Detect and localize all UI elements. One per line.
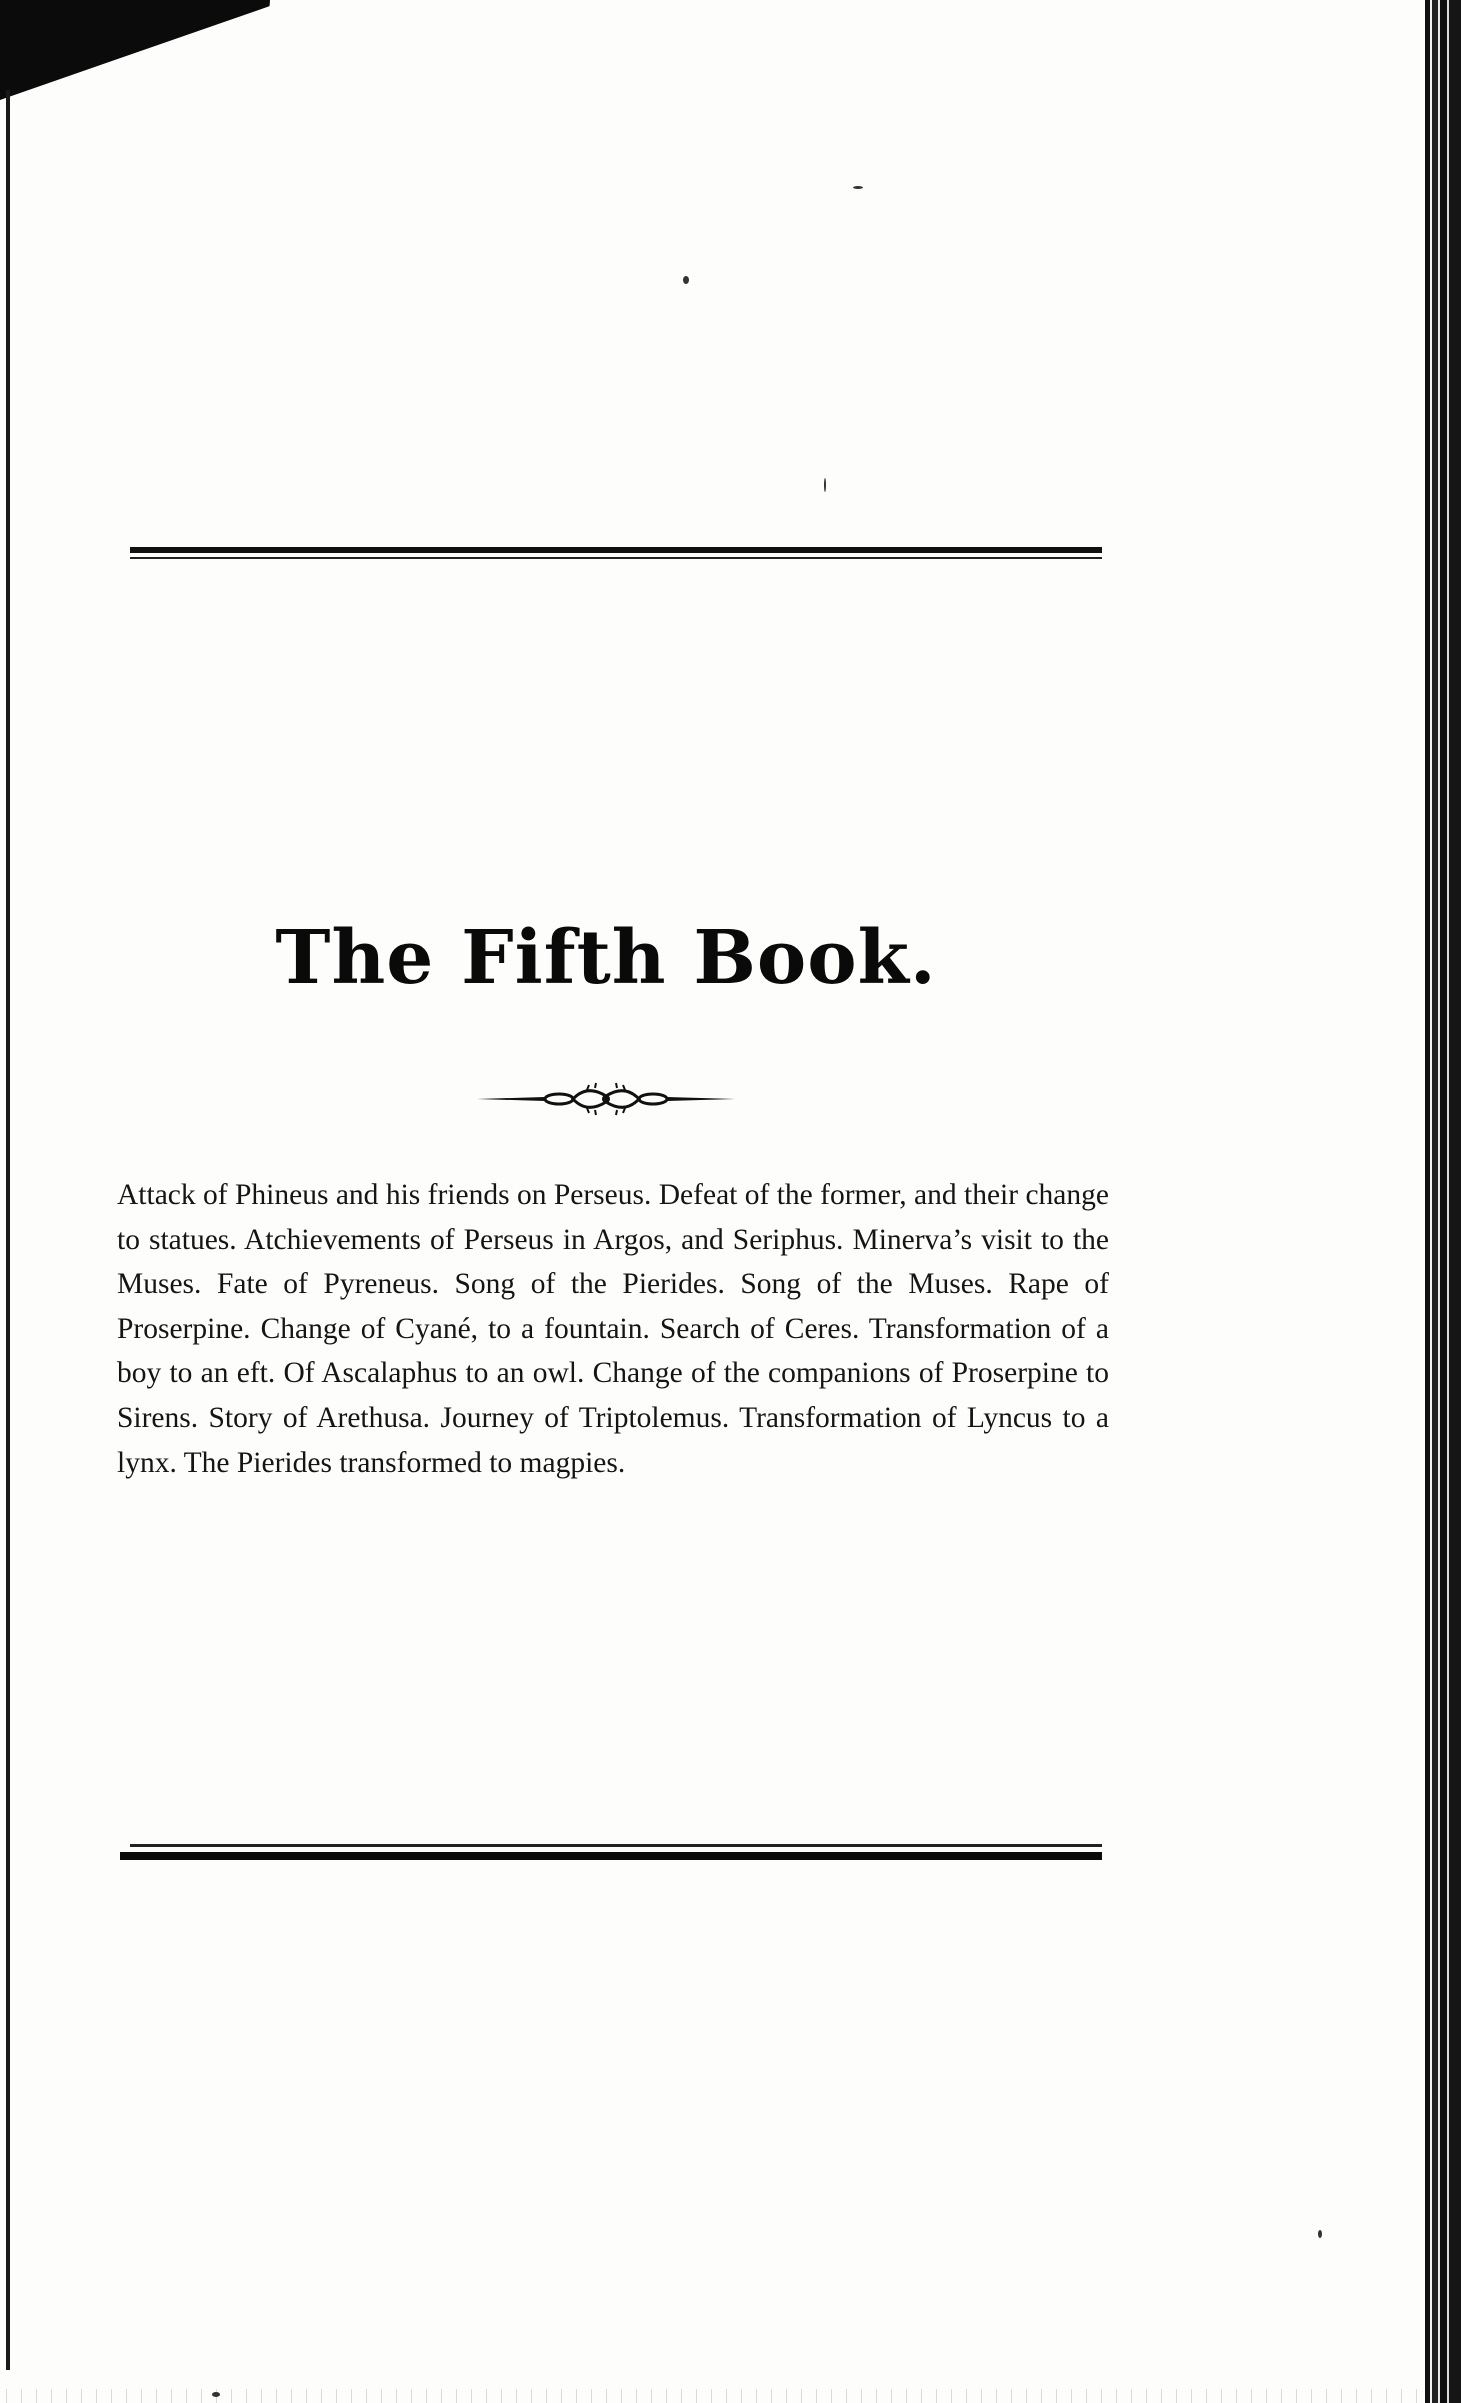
scan-speck	[1318, 2230, 1322, 2238]
scan-speck	[853, 186, 863, 189]
book-title: The Fifth Book.	[275, 915, 937, 1001]
scan-speck	[824, 478, 826, 492]
book-summary: Attack of Phineus and his friends on Perseus. Defeat of the former, and their change to statues. Atchievements of Perseus in Argos, and Seriphus. Minerva’s visit to the Muses. Fate of Pyreneus. Song of the Pierides. Song of the Muses. Rape of Proserpine. Change of Cyané, to a fountain. Search of Ceres. Transformation of a boy to an eft. Of Ascalaphus to an owl. Change of the companions of Proserpine to Sirens. Story of Arethusa. Journey of Triptolemus. Transformation of Lyncus to a lynx. The Pierides transformed to magpies.	[117, 1179, 1109, 1479]
scroll-ornament-icon	[475, 1082, 737, 1116]
scan-speck	[683, 276, 689, 284]
top-double-rule	[130, 545, 1102, 565]
binding-edge	[1425, 0, 1461, 2403]
page-corner-shadow	[0, 0, 270, 100]
scan-speck	[212, 2392, 220, 2397]
bottom-double-rule	[120, 1840, 1102, 1868]
left-page-edge	[6, 90, 10, 2370]
